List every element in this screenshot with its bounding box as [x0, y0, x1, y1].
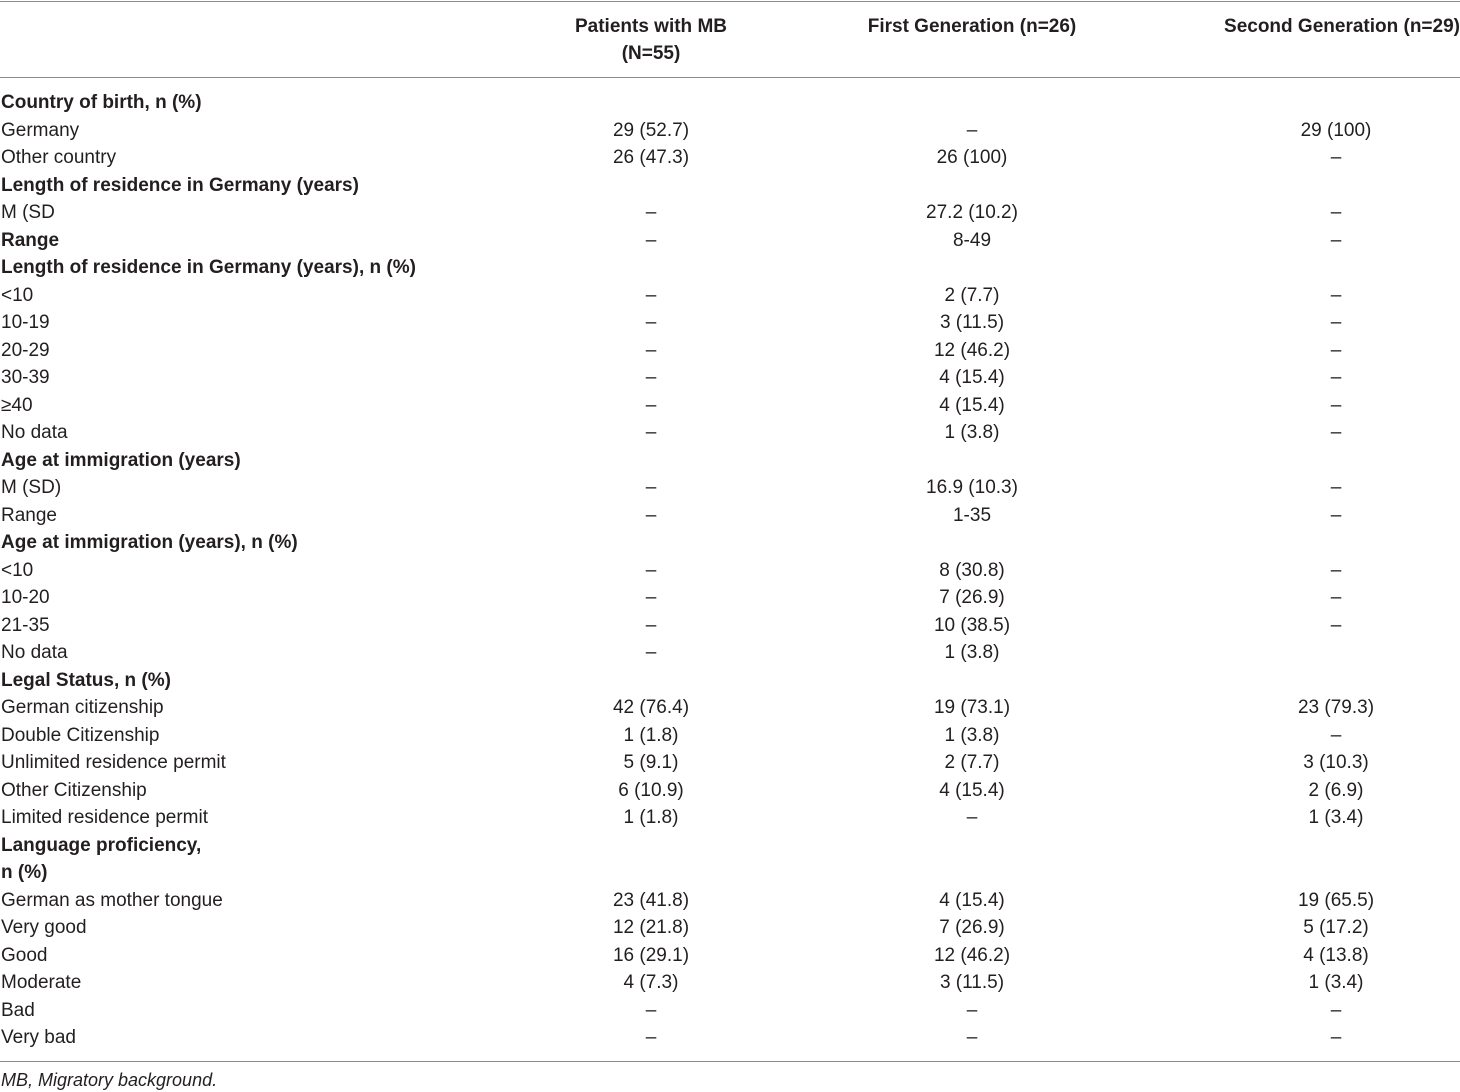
row-label: 20-29	[1, 339, 50, 361]
row-label: German as mother tongue	[1, 889, 223, 911]
table-row	[0, 942, 1460, 970]
cell-patients-with-mb: –	[645, 202, 657, 223]
cell-patients-with-mb: 1 (1.8)	[623, 807, 679, 828]
table-row	[0, 639, 1460, 667]
table-row	[0, 584, 1460, 612]
row-label: Germany	[1, 119, 80, 141]
table-footnote: MB, Migratory background.	[1, 1070, 218, 1090]
cell-second-generation: –	[1330, 504, 1342, 526]
row-label: Other Citizenship	[1, 779, 147, 801]
table-row	[0, 557, 1460, 585]
row-label: Range	[1, 504, 57, 526]
cell-first-generation: 8-49	[952, 229, 992, 251]
cell-first-generation: 16.9 (10.3)	[926, 477, 1018, 498]
cell-patients-with-mb: –	[645, 1027, 657, 1048]
cell-second-generation: –	[1330, 312, 1342, 333]
cell-second-generation: –	[1330, 284, 1342, 306]
cell-first-generation: –	[966, 807, 978, 828]
cell-patients-with-mb: 1 (1.8)	[623, 724, 679, 746]
cell-patients-with-mb: 42 (76.4)	[612, 697, 690, 718]
row-label: <10	[1, 284, 34, 306]
table-row	[0, 722, 1460, 750]
row-label: Legal Status, n (%)	[1, 669, 171, 691]
table-row	[0, 914, 1460, 942]
cell-first-generation: –	[966, 1027, 978, 1048]
cell-patients-with-mb: 12 (21.8)	[612, 917, 690, 938]
cell-first-generation: 1 (3.8)	[944, 422, 1000, 443]
table-row	[0, 612, 1460, 640]
cell-patients-with-mb: –	[645, 312, 657, 333]
cell-patients-with-mb: –	[645, 504, 657, 526]
cell-first-generation: 4 (15.4)	[939, 889, 1005, 911]
cell-first-generation: 1 (3.8)	[944, 724, 1000, 746]
table-section-row	[0, 832, 1460, 887]
row-label: Range	[1, 229, 60, 251]
row-label: No data	[1, 642, 68, 663]
row-label: Very bad	[1, 1027, 76, 1048]
top-rule	[0, 1, 1460, 2]
cell-second-generation: –	[1330, 477, 1342, 498]
row-label: Length of residence in Germany (years)	[1, 174, 359, 196]
cell-patients-with-mb: 6 (10.9)	[618, 779, 684, 801]
cell-first-generation: 4 (15.4)	[939, 394, 1005, 416]
cell-patients-with-mb: 26 (47.3)	[612, 147, 690, 168]
cell-patients-with-mb: –	[645, 229, 657, 251]
cell-patients-with-mb: –	[645, 394, 657, 416]
row-label: Unlimited residence permit	[1, 752, 226, 773]
cell-second-generation: –	[1330, 339, 1342, 361]
cell-second-generation: 1 (3.4)	[1308, 972, 1364, 993]
row-label: ≥40	[1, 394, 33, 416]
cell-patients-with-mb: 5 (9.1)	[623, 752, 679, 773]
table-section-row	[0, 89, 1460, 117]
table-row	[0, 117, 1460, 145]
cell-first-generation: 4 (15.4)	[939, 779, 1005, 801]
cell-second-generation: –	[1330, 202, 1342, 223]
table-row	[0, 144, 1460, 172]
table-row	[0, 502, 1460, 530]
row-label: Age at immigration (years), n (%)	[1, 532, 298, 553]
row-label: Good	[1, 944, 48, 966]
table-section-row	[0, 529, 1460, 557]
table-row	[0, 694, 1460, 722]
cell-first-generation: 1-35	[952, 504, 992, 526]
row-label: M (SD	[1, 202, 55, 223]
row-label-line2: n (%)	[1, 862, 48, 883]
cell-first-generation: 12 (46.2)	[933, 339, 1011, 361]
cell-second-generation: 4 (13.8)	[1303, 944, 1369, 966]
cell-second-generation: 1 (3.4)	[1308, 807, 1364, 828]
row-label: Bad	[1, 999, 35, 1021]
cell-patients-with-mb: –	[645, 284, 657, 306]
row-label: Age at immigration (years)	[1, 449, 241, 471]
cell-patients-with-mb: –	[645, 999, 657, 1021]
cell-second-generation: 29 (100)	[1300, 119, 1372, 141]
table-row	[0, 749, 1460, 777]
cell-patients-with-mb: –	[645, 477, 657, 498]
table-section-row	[0, 667, 1460, 695]
row-label: <10	[1, 559, 34, 581]
cell-second-generation: –	[1330, 229, 1342, 251]
row-label: Limited residence permit	[1, 807, 208, 828]
column-header-patients-with-mb-line1: Patients with MB	[574, 16, 727, 37]
column-header-patients-with-mb	[531, 13, 771, 67]
cell-patients-with-mb: 16 (29.1)	[612, 944, 690, 966]
table-section-row	[0, 254, 1460, 282]
cell-first-generation: 2 (7.7)	[944, 284, 1000, 306]
cell-second-generation: 2 (6.9)	[1308, 779, 1364, 801]
cell-first-generation: 8 (30.8)	[939, 559, 1005, 581]
cell-second-generation: –	[1330, 367, 1342, 388]
cell-patients-with-mb: 4 (7.3)	[623, 972, 679, 993]
table-body	[0, 89, 1460, 1052]
cell-first-generation: 27.2 (10.2)	[926, 202, 1018, 223]
column-header-second-generation: Second Generation (n=29)	[1224, 16, 1460, 37]
cell-first-generation: 7 (26.9)	[939, 587, 1005, 608]
cell-first-generation: 2 (7.7)	[944, 752, 1000, 773]
cell-second-generation: 23 (79.3)	[1297, 697, 1375, 718]
cell-second-generation: –	[1330, 394, 1342, 416]
cell-second-generation: 5 (17.2)	[1303, 917, 1369, 938]
table-section-row	[0, 172, 1460, 200]
bottom-rule	[0, 1061, 1460, 1062]
table-row	[0, 364, 1460, 392]
cell-second-generation: –	[1330, 1027, 1342, 1048]
cell-first-generation: –	[966, 119, 978, 141]
cell-first-generation: 3 (11.5)	[939, 972, 1005, 993]
column-header-first-generation: First Generation (n=26)	[867, 16, 1077, 37]
table-row	[0, 282, 1460, 310]
cell-patients-with-mb: –	[645, 614, 657, 636]
cell-second-generation: 19 (65.5)	[1297, 889, 1375, 911]
table-row	[0, 392, 1460, 420]
row-label: German citizenship	[1, 697, 164, 718]
row-label: Country of birth, n (%)	[1, 92, 202, 113]
cell-first-generation: 3 (11.5)	[939, 312, 1005, 333]
row-label: Other country	[1, 147, 117, 168]
cell-second-generation: –	[1330, 587, 1342, 608]
table-row	[0, 969, 1460, 997]
cell-second-generation: –	[1330, 559, 1342, 581]
cell-first-generation: –	[966, 999, 978, 1021]
cell-patients-with-mb: –	[645, 559, 657, 581]
cell-patients-with-mb: 23 (41.8)	[612, 889, 690, 911]
row-label: Moderate	[1, 972, 82, 993]
cell-second-generation: –	[1330, 422, 1342, 443]
table-row	[0, 474, 1460, 502]
row-label: Very good	[1, 917, 87, 938]
header-rule	[0, 77, 1460, 78]
cell-first-generation: 1 (3.8)	[944, 642, 1000, 663]
table-row	[0, 887, 1460, 915]
table-row	[0, 777, 1460, 805]
cell-second-generation: –	[1330, 614, 1342, 636]
row-label: 10-20	[1, 587, 50, 608]
cell-second-generation: –	[1330, 724, 1342, 746]
row-label-line1: Language proficiency,	[1, 834, 202, 856]
row-label: No data	[1, 422, 68, 443]
cell-patients-with-mb: –	[645, 422, 657, 443]
table-row	[0, 309, 1460, 337]
table-row	[0, 199, 1460, 227]
cell-first-generation: 4 (15.4)	[939, 367, 1005, 388]
row-label: M (SD)	[1, 477, 62, 498]
cell-first-generation: 10 (38.5)	[933, 614, 1011, 636]
table-row	[0, 804, 1460, 832]
cell-first-generation: 12 (46.2)	[933, 944, 1011, 966]
cell-patients-with-mb: –	[645, 642, 657, 663]
table-row	[0, 419, 1460, 447]
column-header-patients-with-mb-line2: (N=55)	[621, 43, 681, 64]
cell-second-generation: –	[1330, 999, 1342, 1021]
table-section-row	[0, 447, 1460, 475]
cell-second-generation: –	[1330, 147, 1342, 168]
cell-patients-with-mb: –	[645, 587, 657, 608]
cell-first-generation: 7 (26.9)	[939, 917, 1005, 938]
cell-patients-with-mb: –	[645, 367, 657, 388]
cell-first-generation: 19 (73.1)	[933, 697, 1011, 718]
row-label: Double Citizenship	[1, 724, 160, 746]
cell-first-generation: 26 (100)	[936, 147, 1008, 168]
row-label: Length of residence in Germany (years), n (%)	[1, 257, 416, 278]
table-row	[0, 997, 1460, 1025]
table-section-row	[0, 227, 1460, 255]
row-label: 21-35	[1, 614, 50, 636]
table-row	[0, 337, 1460, 365]
cell-patients-with-mb: –	[645, 339, 657, 361]
cell-second-generation: 3 (10.3)	[1303, 752, 1369, 773]
table-row	[0, 1024, 1460, 1052]
cell-patients-with-mb: 29 (52.7)	[612, 119, 690, 141]
row-label: 10-19	[1, 312, 50, 333]
row-label: 30-39	[1, 367, 50, 388]
row-label	[1, 832, 201, 887]
